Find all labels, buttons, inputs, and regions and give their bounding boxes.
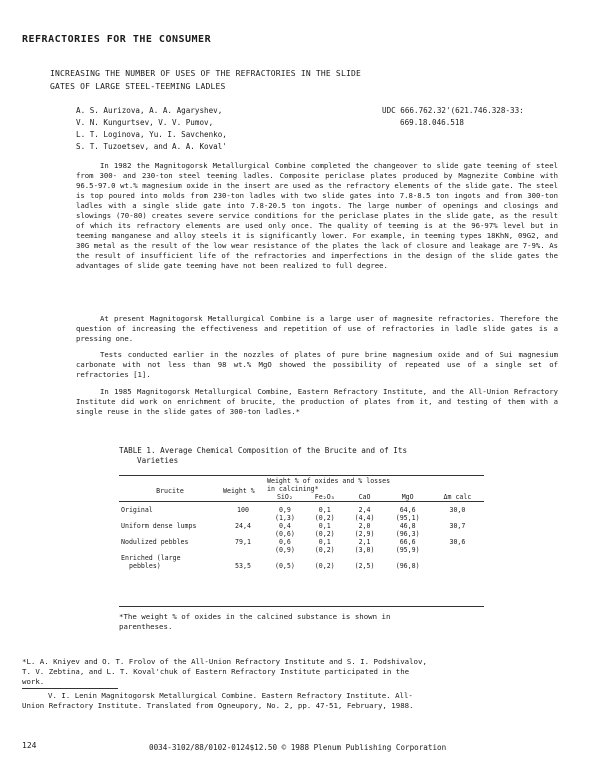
table-note: *The weight % of oxides in the calcined substance is shown in parentheses.: [119, 612, 391, 631]
affiliation-note: V. I. Lenin Magnitogorsk Metallurgical Combine. Eastern Refractory Institute. All- Union Refractory Institute. Translated from Ogneupory, No. 2, pp. 47-51, February, 1988.: [22, 691, 414, 710]
page-number: 124: [22, 741, 37, 750]
table-caption-line-1: TABLE 1. Average Chemical Composition of the Brucite and of Its: [119, 446, 408, 455]
paragraph-1985: In 1985 Magnitogorsk Metallurgical Combine, Eastern Refractory Institute, and the All-Union Refractory Institute did work on enrichment of brucite, the production of plates from it, and testing of them with a single reuse in the slide gates of 300-ton ladles.*: [76, 387, 558, 416]
author-line-2: V. N. Kungurtsev, V. V. Pumov,: [76, 118, 214, 127]
header-fe2o3: Fe₂O₃: [305, 493, 345, 502]
table-row: Enriched (large pebbles) 53,5 (0,5) (0,2) (2,5) (96,8): [121, 554, 420, 570]
author-line-4: S. T. Tuzoetsev, and A. A. Koval': [76, 142, 227, 151]
table-top-rule: [119, 475, 484, 476]
udc-line-1: UDC 666.762.32'(621.746.328-33:: [382, 106, 524, 115]
table-row: Original 100 0,9 (1,3) 0,1 (0,2) 2,4 (4,4) 64,6 (95,1) 30,0: [121, 506, 466, 522]
header-group: Weight % of oxides and % losses in calcining*: [267, 477, 391, 493]
udc-line-2: 669.18.046.518: [400, 118, 465, 127]
paragraph-tests: Tests conducted earlier in the nozzles of plates of pure brine magnesium oxide and of Sui magnesium carbonate with not less than 98 wt.% MgO showed the possibility of repeated use of a single set of refractories [1].: [76, 350, 558, 379]
composition-table: [119, 477, 484, 570]
table-bottom-rule: [119, 606, 484, 607]
author-line-3: L. T. Loginova, Yu. I. Savchenko,: [76, 130, 227, 139]
footnote-divider: [22, 688, 118, 689]
author-line-1: A. S. Aurizova, A. A. Agaryshev,: [76, 106, 223, 115]
article-title-line-2: GATES OF LARGE STEEL-TEEMING LADLES: [50, 82, 226, 91]
header-delta-m: Δm calc: [431, 493, 484, 502]
article-title-line-1: INCREASING THE NUMBER OF USES OF THE REFRACTORIES IN THE SLIDE: [50, 69, 362, 78]
footnote-contributors: *L. A. Kniyev and O. T. Frolov of the All-Union Refractory Institute and S. I. Podshivalov, T. V. Zebtina, and L. T. Koval'chuk of Eastern Refractory Institute participated in the work.: [22, 657, 427, 686]
table-row: Nodulized pebbles 79,1 0,6 (0,9) 0,1 (0,2) 2,1 (3,0) 66,6 (95,9) 30,6: [121, 538, 466, 554]
header-weight: Weight %: [223, 487, 255, 495]
copyright-line: 0034-3102/88/0102-0124$12.50 © 1988 Plenum Publishing Corporation: [149, 743, 447, 752]
section-title: REFRACTORIES FOR THE CONSUMER: [22, 34, 212, 45]
paragraph-intro: In 1982 the Magnitogorsk Metallurgical Combine completed the changeover to slide gate teeming of steel from 300- and 230-ton steel teeming ladles. Composite periclase plates produced by Magnezite Combine with 96.5-97.0 wt.% magnesium oxide in the insert are used as the refractory elements of the slide gate. The steel is top poured into molds from 230-ton ladles with two slide gates into 7.8-8.5 ton ingots and from 300-ton ladles with a single slide gate into 7.8-20.5 ton ingots. The large number of openings and closings and slowings (70-80) creates severe service conditions for the periclase plates in the slide gate, as the result of which its refractory elements are used only once. The quality of teeming is at the 96-97% level but in teeming manganese and alloy steels it is significantly lower. For example, in teeming types 18KhN, 09G2, and 30G metal as the result of the low wear resistance of the plates the lack of closure and leakage are 7-9%. As the result of insufficient life of the refractories and imperfections in the design of the slide gates the advantages of slide gate teeming have not been realized to full degree.: [76, 161, 558, 270]
header-mgo: MgO: [384, 493, 430, 502]
header-cao: CaO: [345, 493, 385, 502]
table-row: Uniform dense lumps 24,4 0,4 (0,6) 0,1 (0,2) 2,0 (2,9) 46,8 (96,3) 30,7: [121, 522, 466, 538]
table-caption-line-2: Varieties: [137, 456, 179, 465]
table-caption: [119, 446, 479, 466]
paragraph-present: At present Magnitogorsk Metallurgical Combine is a large user of magnesite refractories. Therefore the question of increasing the effectiveness and repetition of use of refractories in ladle slide gates is a pressing one.: [76, 314, 558, 343]
header-sio2: SiO₂: [265, 493, 305, 502]
header-brucite: Brucite: [156, 487, 184, 495]
